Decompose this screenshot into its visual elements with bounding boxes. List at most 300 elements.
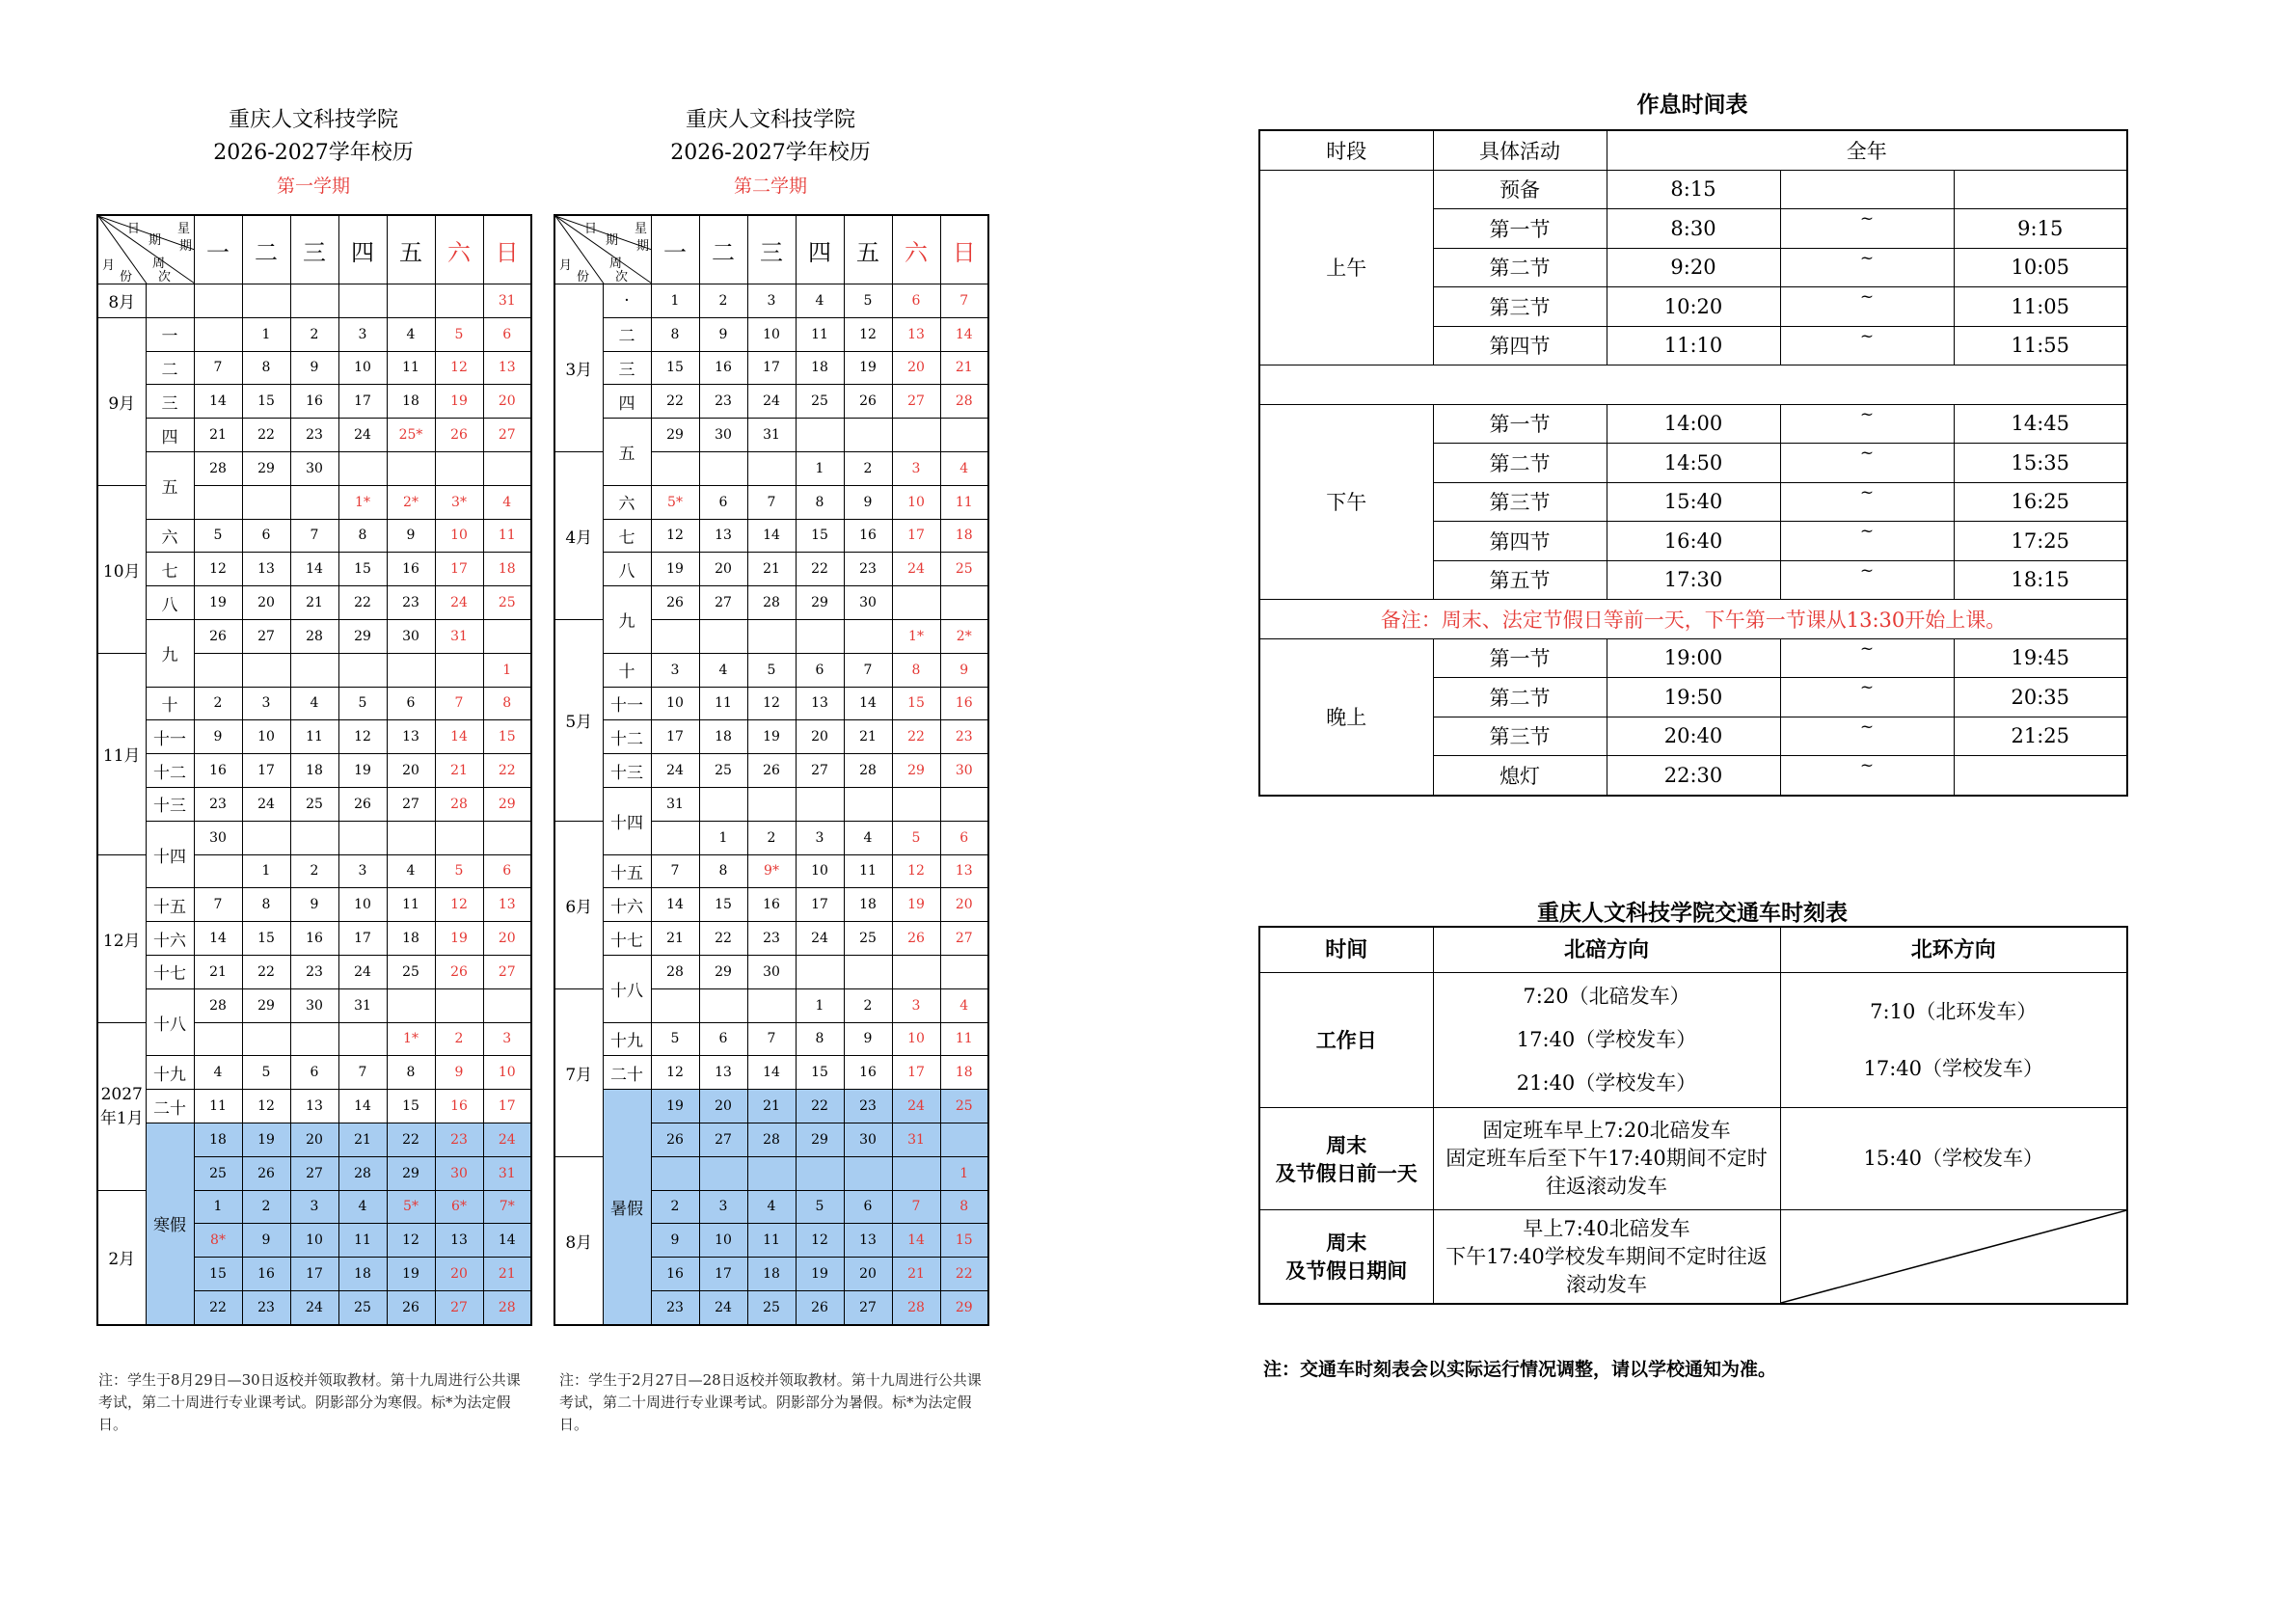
- sem1-day-cell: 24: [242, 787, 290, 821]
- sem1-day-cell: 3: [242, 687, 290, 720]
- sem1-day-cell: 7: [194, 351, 242, 385]
- sem2-day-cell: 24: [892, 553, 940, 586]
- sem2-day-cell: 13: [940, 854, 988, 888]
- sem2-day-cell: 28: [651, 955, 699, 988]
- sem1-day-cell: 12: [435, 351, 483, 385]
- sem2-day-cell: 23: [940, 720, 988, 754]
- sem2-day-cell: 5: [796, 1190, 844, 1224]
- bus-workday-beibei-3: 21:40（学校发车）: [1516, 1071, 1697, 1095]
- sem2-day-cell: [747, 787, 796, 821]
- schedule-header-row: [1259, 130, 2127, 170]
- sem1-day-cell: 22: [387, 1123, 435, 1156]
- sem1-day-cell: 16: [290, 922, 338, 956]
- schedule-row-evening: [1259, 638, 2127, 678]
- sem1-day-cell: 19: [242, 1123, 290, 1156]
- sem2-week-label: 八: [603, 553, 651, 586]
- sem1-day-cell: 20: [435, 1258, 483, 1291]
- sem2-break-label: 暑假: [603, 1090, 651, 1325]
- sem2-day-cell: 25: [940, 553, 988, 586]
- sem1-day-cell: 31: [435, 619, 483, 653]
- sem1-header: [96, 104, 530, 203]
- sem2-week-row: [554, 922, 988, 956]
- sem2-month-label: 6月: [554, 821, 603, 988]
- sem2-day-cell: 17: [699, 1258, 747, 1291]
- schedule-start-time: 17:30: [1607, 560, 1780, 600]
- sem2-day-cell: 5: [651, 1022, 699, 1056]
- sem2-day-cell: 22: [651, 385, 699, 419]
- sem2-corner-label-h: 次: [615, 270, 629, 284]
- sem2-day-cell: [651, 1156, 699, 1190]
- sem1-day-cell: 16: [290, 385, 338, 419]
- sem2-week-row: [554, 955, 988, 988]
- schedule-tilde: ~: [1780, 756, 1954, 796]
- sem1-day-cell: 29: [242, 451, 290, 485]
- schedule-period-evening: 晚上: [1259, 638, 1433, 796]
- sem2-day-cell: 29: [699, 955, 747, 988]
- sem2-weekday-5: 五: [844, 215, 892, 284]
- sem1-day-cell: 5: [338, 687, 387, 720]
- sem2-day-cell: 10: [699, 1224, 747, 1258]
- sem1-day-cell: [242, 284, 290, 318]
- sem1-day-cell: [387, 988, 435, 1022]
- schedule-end-time: 18:15: [1954, 560, 2127, 600]
- sem2-corner-diagonal: [555, 216, 651, 284]
- sem1-day-cell: 11: [483, 519, 531, 553]
- bus-weekend-eve-beibei-1: 固定班车早上7:20北碚发车: [1482, 1119, 1731, 1142]
- sem1-day-cell: [194, 1022, 242, 1056]
- sem2-day-cell: 5: [747, 653, 796, 687]
- sem2-day-cell: 24: [699, 1290, 747, 1324]
- sem2-day-cell: 12: [892, 854, 940, 888]
- sem1-day-cell: 23: [387, 586, 435, 620]
- sem2-week-label: 十七: [603, 922, 651, 956]
- sem2-day-cell: 22: [699, 922, 747, 956]
- sem2-day-cell: 11: [747, 1224, 796, 1258]
- sem1-day-cell: 2: [435, 1022, 483, 1056]
- schedule-start-time: 14:50: [1607, 444, 1780, 483]
- sem2-day-cell: 12: [796, 1224, 844, 1258]
- sem2-week-row: [554, 385, 988, 419]
- schedule-header-activity: 具体活动: [1433, 130, 1607, 170]
- sem1-day-cell: 15: [387, 1090, 435, 1123]
- schedule-tilde: ~: [1780, 482, 1954, 522]
- sem1-day-cell: 31: [483, 1156, 531, 1190]
- sem1-day-cell: [387, 451, 435, 485]
- sem2-day-cell: 26: [844, 385, 892, 419]
- sem1-corner-label-c: 星: [177, 222, 191, 236]
- sem2-day-cell: 3: [892, 988, 940, 1022]
- sem2-week-row: [554, 1056, 988, 1090]
- sem2-month-label: 4月: [554, 451, 603, 619]
- sem2-day-cell: 23: [747, 922, 796, 956]
- sem1-weekday-3: 三: [290, 215, 338, 284]
- sem2-week-label: 九: [603, 586, 651, 654]
- sem1-day-cell: 31: [483, 284, 531, 318]
- sem1-day-cell: 25: [290, 787, 338, 821]
- sem2-day-cell: 31: [651, 787, 699, 821]
- schedule-start-time: 22:30: [1607, 756, 1780, 796]
- schedule-activity: 预备: [1433, 170, 1607, 209]
- sem1-day-cell: 18: [387, 922, 435, 956]
- sem2-day-cell: 7: [651, 854, 699, 888]
- sem1-week-label: 十九: [146, 1056, 194, 1090]
- sem1-week-row: [97, 720, 531, 754]
- schedule-end-time: 16:25: [1954, 482, 2127, 522]
- sem1-day-cell: 14: [338, 1090, 387, 1123]
- bus-holiday-row: [1259, 1210, 2127, 1305]
- sem1-day-cell: 5: [435, 317, 483, 351]
- sem2-month-label: 8月: [554, 1156, 603, 1324]
- sem1-school: 重庆人文科技学院: [228, 108, 398, 132]
- sem2-day-cell: 29: [940, 1290, 988, 1324]
- sem2-day-cell: 21: [651, 922, 699, 956]
- sem2-month-label: 7月: [554, 988, 603, 1156]
- sem2-day-cell: [844, 419, 892, 452]
- bus-holiday-beibei: [1433, 1210, 1780, 1305]
- sem1-day-cell: 4: [483, 485, 531, 519]
- sem1-day-cell: [290, 653, 338, 687]
- sem2-day-cell: [651, 451, 699, 485]
- sem1-day-cell: 27: [242, 619, 290, 653]
- sem2-day-cell: 17: [892, 519, 940, 553]
- sem1-day-cell: 13: [483, 351, 531, 385]
- sem2-day-cell: 5: [844, 284, 892, 318]
- sem1-day-cell: 8: [242, 351, 290, 385]
- sem2-day-cell: 13: [699, 1056, 747, 1090]
- bus-workday-row: [1259, 973, 2127, 1108]
- sem1-day-cell: 21: [194, 955, 242, 988]
- sem2-day-cell: 25: [844, 922, 892, 956]
- sem2-day-cell: 16: [699, 351, 747, 385]
- sem1-day-cell: 6*: [435, 1190, 483, 1224]
- sem1-week-label: 十: [146, 687, 194, 720]
- sem2-day-cell: 15: [940, 1224, 988, 1258]
- sem1-week-label: 五: [146, 451, 194, 519]
- sem2-day-cell: 12: [651, 1056, 699, 1090]
- sem2-day-cell: [940, 787, 988, 821]
- sem2-week-label: 十二: [603, 720, 651, 754]
- sem1-day-cell: 14: [194, 385, 242, 419]
- sem1-day-cell: 14: [483, 1224, 531, 1258]
- sem1-day-cell: 20: [483, 922, 531, 956]
- sem1-day-cell: 12: [194, 553, 242, 586]
- sem1-week-row: [97, 922, 531, 956]
- sem2-day-cell: 11: [796, 317, 844, 351]
- sem1-day-cell: 7: [290, 519, 338, 553]
- sem2-day-cell: 2: [699, 284, 747, 318]
- sem1-day-cell: 21: [338, 1123, 387, 1156]
- bus-weekend-eve-label: [1259, 1108, 1433, 1210]
- sem2-day-cell: 27: [844, 1290, 892, 1324]
- sem2-day-cell: 9: [844, 1022, 892, 1056]
- sem1-week-label: 十六: [146, 922, 194, 956]
- sem2-day-cell: 10: [747, 317, 796, 351]
- sem1-week-label: 二十: [146, 1090, 194, 1123]
- sem1-day-cell: [435, 284, 483, 318]
- bus-workday-beibei-1: 7:20（北碚发车）: [1523, 985, 1690, 1008]
- sem2-day-cell: 17: [651, 720, 699, 754]
- sem2-day-cell: 12: [844, 317, 892, 351]
- sem2-week-row: [554, 754, 988, 788]
- sem2-day-cell: 25: [796, 385, 844, 419]
- sem1-weekday-6: 六: [435, 215, 483, 284]
- sem2-day-cell: [747, 451, 796, 485]
- sem2-corner-label-g: 周: [609, 257, 623, 271]
- sem2-day-cell: 10: [796, 854, 844, 888]
- sem2-day-cell: 7: [747, 485, 796, 519]
- sem2-day-cell: 1: [699, 821, 747, 854]
- sem2-week-row: [554, 720, 988, 754]
- sem2-day-cell: [699, 787, 747, 821]
- sem2-day-cell: 20: [796, 720, 844, 754]
- sem2-day-cell: [796, 619, 844, 653]
- sem2-day-cell: 28: [844, 754, 892, 788]
- sem1-day-cell: 23: [290, 955, 338, 988]
- schedule-tilde: ~: [1780, 444, 1954, 483]
- sem2-day-cell: 16: [844, 1056, 892, 1090]
- schedule-title: 作息时间表: [1636, 92, 1748, 118]
- sem1-year: 2026-2027学年校历: [213, 141, 414, 165]
- sem2-weekday-6: 六: [892, 215, 940, 284]
- sem1-day-cell: 19: [387, 1258, 435, 1291]
- sem2-day-cell: 14: [651, 888, 699, 922]
- sem2-day-cell: 3: [892, 451, 940, 485]
- sem2-day-cell: 27: [892, 385, 940, 419]
- sem2-week-row: [554, 485, 988, 519]
- sem1-day-cell: 24: [338, 419, 387, 452]
- sem1-day-cell: 9: [194, 720, 242, 754]
- sem1-day-cell: 16: [387, 553, 435, 586]
- sem1-day-cell: 16: [435, 1090, 483, 1123]
- bus-workday-beihuan-1: 7:10（北环发车）: [1870, 999, 2038, 1023]
- bus-holiday-beibei-2: 下午17:40学校发车期间不定时往返滚动发车: [1445, 1244, 1768, 1296]
- sem1-day-cell: [194, 317, 242, 351]
- sem1-week-row: [97, 821, 531, 854]
- sem1-day-cell: 2: [290, 317, 338, 351]
- schedule-end-time: 14:45: [1954, 404, 2127, 444]
- sem2-day-cell: [940, 955, 988, 988]
- bus-header-beibei: 北碚方向: [1433, 927, 1780, 973]
- sem2-week-row: [554, 586, 988, 620]
- sem2-week-label: 十九: [603, 1022, 651, 1056]
- sem1-weekday-header-row: [97, 215, 531, 284]
- sem2-day-cell: 6: [844, 1190, 892, 1224]
- sem2-year: 2026-2027学年校历: [670, 141, 871, 165]
- schedule-start-time: 14:00: [1607, 404, 1780, 444]
- sem1-term: 第一学期: [276, 176, 350, 197]
- sem2-day-cell: 14: [747, 1056, 796, 1090]
- sem2-day-cell: 16: [940, 687, 988, 720]
- sem1-day-cell: [387, 284, 435, 318]
- sem2-week-row: [554, 854, 988, 888]
- sem2-day-cell: 11: [940, 485, 988, 519]
- sem1-day-cell: 21: [194, 419, 242, 452]
- sem2-day-cell: 6: [699, 485, 747, 519]
- sem2-day-cell: 30: [844, 1123, 892, 1156]
- sem1-day-cell: [435, 988, 483, 1022]
- sem1-day-cell: 19: [435, 385, 483, 419]
- sem2-day-cell: 26: [892, 922, 940, 956]
- diagonal-slash-icon: [1781, 1210, 2127, 1303]
- sem1-day-cell: 10: [435, 519, 483, 553]
- sem1-day-cell: 1*: [338, 485, 387, 519]
- schedule-start-time: 9:20: [1607, 248, 1780, 287]
- sem1-day-cell: [194, 854, 242, 888]
- sem2-day-cell: [940, 586, 988, 620]
- sem2-day-cell: 19: [651, 1090, 699, 1123]
- sem1-day-cell: 12: [387, 1224, 435, 1258]
- sem1-corner-label-h: 次: [158, 270, 172, 284]
- bus-workday-beibei: [1433, 973, 1780, 1108]
- sem1-day-cell: 26: [435, 955, 483, 988]
- sem2-week-label: ·: [603, 284, 651, 318]
- schedule-activity: 第一节: [1433, 638, 1607, 678]
- sem1-day-cell: 21: [435, 754, 483, 788]
- sem1-weekday-4: 四: [338, 215, 387, 284]
- sem1-day-cell: [435, 821, 483, 854]
- sem2-day-cell: 18: [940, 1056, 988, 1090]
- sem2-day-cell: 30: [844, 586, 892, 620]
- sem2-day-cell: 28: [892, 1290, 940, 1324]
- sem2-day-cell: 26: [747, 754, 796, 788]
- sem2-day-cell: 14: [892, 1224, 940, 1258]
- sem2-day-cell: 15: [892, 687, 940, 720]
- sem2-day-cell: 30: [747, 955, 796, 988]
- sem1-day-cell: 15: [338, 553, 387, 586]
- schedule-tilde: ~: [1780, 678, 1954, 717]
- sem1-day-cell: [290, 1022, 338, 1056]
- bus-weekend-eve-beibei-2: 固定班车后至下午17:40期间不定时往返滚动发车: [1445, 1147, 1768, 1198]
- sem1-day-cell: 5: [194, 519, 242, 553]
- sem2-day-cell: [699, 988, 747, 1022]
- sem1-day-cell: 24: [483, 1123, 531, 1156]
- schedule-tilde: ~: [1780, 522, 1954, 561]
- sem1-day-cell: [483, 821, 531, 854]
- sem1-week-label: 十八: [146, 988, 194, 1056]
- sem1-day-cell: 20: [483, 385, 531, 419]
- sem1-day-cell: 24: [290, 1290, 338, 1324]
- schedule-activity: 第一节: [1433, 209, 1607, 249]
- sem2-day-cell: 6: [699, 1022, 747, 1056]
- sem1-week-label: 八: [146, 586, 194, 620]
- bus-title: 重庆人文科技学院交通车时刻表: [1537, 900, 1848, 926]
- sem1-day-cell: 28: [290, 619, 338, 653]
- sem1-day-cell: [435, 451, 483, 485]
- schedule-table: [1258, 129, 2128, 797]
- sem1-day-cell: 29: [242, 988, 290, 1022]
- sem2-day-cell: 10: [892, 485, 940, 519]
- sem2-month-label: 3月: [554, 284, 603, 452]
- sem1-day-cell: [242, 821, 290, 854]
- sem1-day-cell: 8: [483, 687, 531, 720]
- schedule-tilde: ~: [1780, 560, 1954, 600]
- bus-weekend-eve-beihuan: 15:40（学校发车）: [1780, 1108, 2127, 1210]
- sem2-day-cell: 15: [796, 1056, 844, 1090]
- sem1-weekday-2: 二: [242, 215, 290, 284]
- sem1-day-cell: 19: [194, 586, 242, 620]
- sem1-day-cell: [483, 619, 531, 653]
- sem2-day-cell: [699, 619, 747, 653]
- schedule-start-time: 8:30: [1607, 209, 1780, 249]
- sem1-day-cell: 22: [338, 586, 387, 620]
- schedule-tilde: ~: [1780, 287, 1954, 327]
- sem2-day-cell: 3: [747, 284, 796, 318]
- schedule-start-time: 19:00: [1607, 638, 1780, 678]
- bus-workday-beihuan-2: 17:40（学校发车）: [1863, 1056, 2044, 1080]
- sem1-day-cell: 2*: [387, 485, 435, 519]
- sem2-day-cell: 24: [892, 1090, 940, 1123]
- sem2-day-cell: 19: [892, 888, 940, 922]
- sem2-week-row: [554, 787, 988, 821]
- bus-workday-beibei-2: 17:40（学校发车）: [1516, 1028, 1697, 1051]
- sem1-day-cell: 5: [242, 1056, 290, 1090]
- sem1-day-cell: 26: [194, 619, 242, 653]
- sem2-corner-label-a: 日: [584, 222, 598, 236]
- schedule-activity: 第五节: [1433, 560, 1607, 600]
- sem1-day-cell: 3: [338, 317, 387, 351]
- sem2-day-cell: [892, 955, 940, 988]
- sem2-day-cell: 13: [844, 1224, 892, 1258]
- sem2-day-cell: 16: [651, 1258, 699, 1291]
- sem1-day-cell: 4: [387, 317, 435, 351]
- sem1-day-cell: [194, 653, 242, 687]
- sem2-day-cell: 14: [940, 317, 988, 351]
- sem1-day-cell: 19: [435, 922, 483, 956]
- sem2-day-cell: 21: [747, 553, 796, 586]
- sem2-day-cell: 18: [747, 1258, 796, 1291]
- sem1-day-cell: 1: [242, 854, 290, 888]
- sem2-day-cell: 31: [892, 1123, 940, 1156]
- sem1-day-cell: 26: [435, 419, 483, 452]
- bus-header-time: 时间: [1259, 927, 1433, 973]
- sem2-week-label: 六: [603, 485, 651, 519]
- sem1-day-cell: 13: [483, 888, 531, 922]
- sem2-day-cell: 6: [892, 284, 940, 318]
- sem1-day-cell: [338, 284, 387, 318]
- sem2-day-cell: 25: [940, 1090, 988, 1123]
- sem2-header: [554, 104, 987, 203]
- sem2-day-cell: 14: [747, 519, 796, 553]
- sem1-day-cell: 26: [387, 1290, 435, 1324]
- sem1-day-cell: 11: [338, 1224, 387, 1258]
- sem2-week-row: [554, 284, 988, 318]
- schedule-remark: 备注：周末、法定节假日等前一天，下午第一节课从13:30开始上课。: [1259, 600, 2127, 639]
- sem2-day-cell: 8: [699, 854, 747, 888]
- sem2-weekday-4: 四: [796, 215, 844, 284]
- sem2-week-label: 四: [603, 385, 651, 419]
- sem1-day-cell: [242, 485, 290, 519]
- sem1-day-cell: 26: [242, 1156, 290, 1190]
- sem2-week-row: [554, 1090, 988, 1123]
- sem2-day-cell: 6: [940, 821, 988, 854]
- sem2-day-cell: 30: [940, 754, 988, 788]
- sem2-week-row: [554, 1022, 988, 1056]
- schedule-row-morning: [1259, 170, 2127, 209]
- sem2-day-cell: 19: [747, 720, 796, 754]
- sem2-week-row: [554, 687, 988, 720]
- sem2-day-cell: [892, 419, 940, 452]
- sem2-day-cell: [940, 1123, 988, 1156]
- schedule-activity: 第四节: [1433, 522, 1607, 561]
- sem2-day-cell: 11: [699, 687, 747, 720]
- sem1-day-cell: 27: [483, 419, 531, 452]
- schedule-tilde: ~: [1780, 326, 1954, 365]
- sem2-day-cell: [844, 955, 892, 988]
- schedule-end-time: 21:25: [1954, 717, 2127, 756]
- sem2-day-cell: 1: [796, 451, 844, 485]
- sem1-day-cell: 19: [338, 754, 387, 788]
- sem1-week-row: [97, 787, 531, 821]
